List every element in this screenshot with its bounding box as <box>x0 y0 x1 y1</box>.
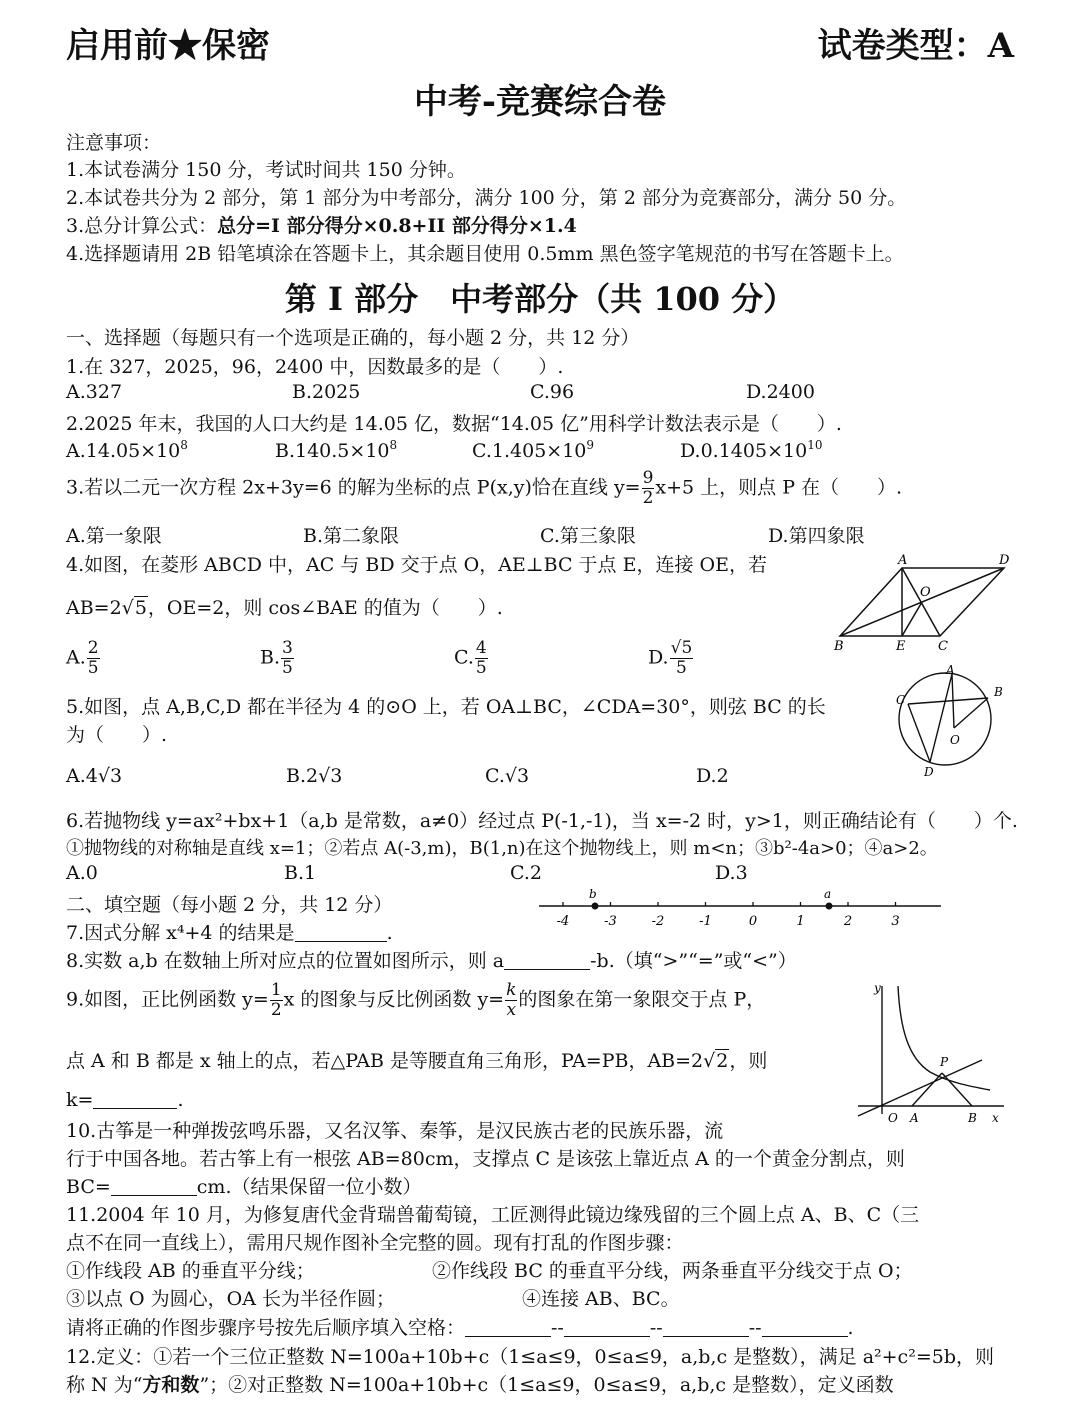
q12-line2-a: 称 N 为“ <box>66 1374 143 1396</box>
label-O: O <box>888 1111 898 1125</box>
q11-blank-4[interactable] <box>762 1318 848 1337</box>
q7-stem <box>66 918 393 945</box>
q11-line5-text: 请将正确的作图步骤序号按先后顺序填入空格： <box>66 1317 466 1339</box>
tick-label: 0 <box>748 914 758 929</box>
label-A: A <box>898 553 908 568</box>
q3-stem-a: 3.若以二元一次方程 2x+3y=6 的解为坐标的点 P(x,y)恰在直线 y= <box>66 476 641 499</box>
point-a <box>826 903 833 910</box>
q6-stem: 6.若抛物线 y=ax²+bx+1（a,b 是常数，a≠0）经过点 P(-1,-1)，当 x=-2 时，y>1，则正确结论有（ ）个. <box>66 810 1018 832</box>
q11-step-1: ①作线段 AB 的垂直平分线； <box>66 1260 315 1282</box>
q4-option-d-num: √5 <box>670 638 693 658</box>
q10-answer-blank[interactable] <box>111 1177 197 1196</box>
q4-stem2-a: AB=2 <box>66 597 122 619</box>
q4-stem-line1: 4.如图，在菱形 ABCD 中，AC 与 BD 交于点 O，AE⊥BC 于点 E，连接 OE，若 <box>66 554 767 576</box>
q4-option-d-label: D. <box>648 646 669 669</box>
q10-line1: 10.古筝是一种弹拨弦鸣乐器，又名汉筝、秦筝，是汉民族古老的民族乐器，流 <box>66 1120 724 1142</box>
q4-option-d <box>648 640 694 677</box>
q4-option-b-den: 5 <box>282 658 293 678</box>
q7-end: . <box>386 922 393 944</box>
notice-item-4: 4.选择题请用 2B 铅笔填涂在答题卡上，其余题目使用 0.5mm 黑色签字笔规范的书写在答题卡上。 <box>66 243 904 265</box>
q9-radicand: 2 <box>716 1050 729 1072</box>
q9-f1-num: 1 <box>270 980 282 1000</box>
q9-stem-line3 <box>66 1089 183 1111</box>
q9-stem-a: 9.如图，正比例函数 y= <box>66 988 269 1011</box>
circle-o <box>899 673 991 765</box>
chord-da <box>930 674 952 762</box>
label-E: E <box>896 639 906 654</box>
q11-blank-1[interactable] <box>465 1318 551 1337</box>
q9-stem-b: x 的图象与反比例函数 y= <box>283 988 505 1011</box>
q4-option-a-label: A. <box>66 646 86 669</box>
q4-option-b <box>260 640 295 677</box>
label-D: D <box>999 553 1010 568</box>
chord-cd <box>908 704 930 762</box>
q11-line2: 点不在同一直线上），需用尺规作图补全完整的圆。现有打乱的作图步骤： <box>66 1232 684 1254</box>
label-P: P <box>940 1055 949 1069</box>
number-line-figure <box>535 884 945 930</box>
q3-stem-b: x+5 上，则点 P 在（ ）. <box>655 476 903 499</box>
q4-option-c-label: C. <box>454 646 474 669</box>
q1-stem: 1.在 327，2025，96，2400 中，因数最多的是（ ）. <box>66 356 564 378</box>
q10-line3-b: cm.（结果保留一位小数） <box>196 1176 422 1198</box>
label-b: b <box>589 887 597 901</box>
q3-frac-num: 9 <box>642 468 654 488</box>
q3-option-b: B.第二象限 <box>303 525 400 547</box>
tick-label: 3 <box>891 914 900 929</box>
q2-option-a <box>66 438 188 462</box>
label-O: O <box>950 733 960 747</box>
notice-heading: 注意事项： <box>66 132 162 154</box>
q3-option-a: A.第一象限 <box>66 525 162 547</box>
q10-line2: 行于中国各地。若古筝上有一根弦 AB=80cm，支撑点 C 是该弦上靠近点 A 的一个黄金分割点，则 <box>66 1148 905 1170</box>
label-C: C <box>896 693 906 707</box>
q3-option-c: C.第三象限 <box>540 525 636 547</box>
q4-radicand: 5 <box>134 597 147 619</box>
q2-option-b-exp: 8 <box>389 438 398 452</box>
label-a: a <box>824 887 832 901</box>
q2-option-d-exp: 10 <box>807 438 823 452</box>
notice-item-2: 2.本试卷共分为 2 部分，第 1 部分为中考部分，满分 100 分，第 2 部分为竞赛部分，满分 50 分。 <box>66 187 907 209</box>
label-D: D <box>924 765 934 779</box>
q9-stem-line1 <box>66 982 765 1019</box>
q9-f1-den: 2 <box>270 1000 282 1020</box>
q11-sep-3: -- <box>748 1317 762 1339</box>
q3-frac-den: 2 <box>642 488 654 508</box>
tick-label: -4 <box>556 914 570 929</box>
q11-line5: 请将正确的作图步骤序号按先后顺序填入空格： -- -- -- . <box>66 1317 854 1339</box>
notice-item-3-text: 3.总分计算公式： <box>66 215 218 237</box>
q5-option-c: C.√3 <box>485 765 530 787</box>
section-fill-heading: 二、填空题（每小题 2 分，共 12 分） <box>66 894 393 916</box>
q9-end: . <box>177 1089 184 1111</box>
tick-label: -3 <box>604 914 617 929</box>
q12-line2-b: ”；②对正整数 N=100a+10b+c（1≤a≤9，0≤a≤9，a,b,c 是整数），定义函数 <box>199 1374 894 1396</box>
q3-fraction <box>642 470 655 507</box>
chord-bc <box>908 698 988 704</box>
radius-ob <box>954 698 988 728</box>
label-C: C <box>938 639 948 654</box>
q2-option-b <box>275 438 397 462</box>
q8-stem <box>66 946 797 973</box>
q5-option-d: D.2 <box>696 765 729 787</box>
q6-option-d: D.3 <box>715 862 748 884</box>
segment-pb <box>942 1073 972 1106</box>
proportional-line <box>858 1060 982 1116</box>
confidential-label: 启用前★保密 <box>66 26 270 66</box>
q3-stem <box>66 470 902 507</box>
q6-conclusions: ①抛物线的对称轴是直线 x=1；②若点 A(-3,m)，B(1,n)在这个抛物线上，则 m<n；③b²-4a>0；④a>2。 <box>66 838 938 859</box>
q11-step-2: ②作线段 BC 的垂直平分线，两条垂直平分线交于点 O； <box>432 1260 913 1282</box>
score-formula: 总分=I 部分得分×0.8+II 部分得分×1.4 <box>217 215 577 237</box>
q6-option-c: C.2 <box>510 862 542 884</box>
q8-answer-blank[interactable] <box>504 951 590 970</box>
q4-option-a-den: 5 <box>87 658 99 678</box>
point-b <box>592 903 599 910</box>
q2-option-c <box>472 438 594 462</box>
q7-stem-text: 7.因式分解 x⁴+4 的结果是 <box>66 922 295 944</box>
part1-title: 第 I 部分 中考部分（共 100 分） <box>284 280 796 318</box>
q2-option-d <box>680 438 822 462</box>
q11-step-4: ④连接 AB、BC。 <box>522 1288 680 1310</box>
q5-option-a: A.4√3 <box>66 765 123 787</box>
q9-answer-blank[interactable] <box>93 1090 177 1109</box>
q10-line3-a: BC= <box>66 1176 111 1198</box>
q2-option-a-exp: 8 <box>180 438 188 452</box>
q9-line2-a: 点 A 和 B 都是 x 轴上的点，若△PAB 是等腰直角三角形，PA=PB，AB=2 <box>66 1050 704 1072</box>
q2-option-d-text: D.0.1405×10 <box>680 440 808 462</box>
label-A: A <box>910 1111 919 1125</box>
q9-stem-line2: 点 A 和 B 都是 x 轴上的点，若△PAB 是等腰直角三角形，PA=PB，AB=2√2，则 <box>66 1050 768 1072</box>
q4-option-a <box>66 640 101 677</box>
notice-item-1: 1.本试卷满分 150 分，考试时间共 150 分钟。 <box>66 159 466 181</box>
q2-option-a-text: A.14.05×10 <box>66 440 181 462</box>
q5-stem-line1: 5.如图，点 A,B,C,D 都在半径为 4 的⊙O 上，若 OA⊥BC，∠CDA=30°，则弦 BC 的长 <box>66 696 826 718</box>
q8-stem-b: -b.（填“>”“=”或“<”） <box>590 950 797 972</box>
q8-stem-a: 8.实数 a,b 在数轴上所对应点的位置如图所示，则 a <box>66 950 505 972</box>
q11-blank-2[interactable] <box>564 1318 650 1337</box>
q3-option-d: D.第四象限 <box>768 525 865 547</box>
notice-item-3 <box>66 211 577 238</box>
q2-option-c-exp: 9 <box>586 438 595 452</box>
q6-option-b: B.1 <box>284 862 317 884</box>
q4-option-c-num: 4 <box>475 638 487 658</box>
q9-f2-den: x <box>506 1000 517 1020</box>
label-B: B <box>994 685 1003 699</box>
q11-sep-1: -- <box>551 1317 564 1339</box>
q9-line2-b: ，则 <box>729 1050 768 1072</box>
q4-option-a-num: 2 <box>87 638 99 658</box>
q12-line2 <box>66 1370 894 1397</box>
tick-label: 1 <box>796 914 805 929</box>
q5-circle-figure <box>890 662 1010 780</box>
q1-option-d: D.2400 <box>746 381 815 403</box>
label-A: A <box>946 663 955 677</box>
label-B: B <box>834 639 844 654</box>
q4-option-c <box>454 640 489 677</box>
q11-step-3: ③以点 O 为圆心，OA 长为半径作圆； <box>66 1288 395 1310</box>
page-title: 中考-竞赛综合卷 <box>413 82 667 122</box>
label-y: y <box>874 981 881 995</box>
q4-option-b-num: 3 <box>282 638 293 658</box>
label-x: x <box>992 1111 999 1125</box>
q4-option-b-label: B. <box>260 646 281 669</box>
q2-option-b-text: B.140.5×10 <box>275 440 390 462</box>
q2-stem: 2.2025 年末，我国的人口大约是 14.05 亿，数据“14.05 亿”用科学计数法表示是（ ）. <box>66 413 842 435</box>
q4-option-d-den: 5 <box>676 658 687 678</box>
q11-blank-3[interactable] <box>663 1318 749 1337</box>
q2-option-c-text: C.1.405×10 <box>472 440 587 462</box>
q1-option-c: C.96 <box>530 381 575 403</box>
paper-type-label: 试卷类型：A <box>817 26 1014 66</box>
q12-line1: 12.定义：①若一个三位正整数 N=100a+10b+c（1≤a≤9，0≤a≤9，a,b,c 是整数），满足 a²+c²=5b，则 <box>66 1346 994 1368</box>
q4-option-c-den: 5 <box>475 658 487 678</box>
q10-line3 <box>66 1172 421 1199</box>
section-choice-heading: 一、选择题（每题只有一个选项是正确的，每小题 2 分，共 12 分） <box>66 327 640 349</box>
tick-label: -2 <box>651 914 665 929</box>
q1-option-b: B.2025 <box>292 381 361 403</box>
q11-sep-2: -- <box>649 1317 663 1339</box>
q9-f2-num: k <box>506 980 517 1000</box>
segment-oe <box>902 602 922 636</box>
q4-rhombus-figure <box>828 550 1018 655</box>
q5-option-b: B.2√3 <box>286 765 343 787</box>
q4-stem-line2: AB=2√5，OE=2，则 cos∠BAE 的值为（ ）. <box>66 597 503 619</box>
q7-answer-blank[interactable] <box>295 923 387 942</box>
q9-stem-c: 的图象在第一象限交于点 P， <box>518 988 766 1011</box>
tick-label: 2 <box>843 914 853 929</box>
q11-line1: 11.2004 年 10 月，为修复唐代金背瑞兽葡萄镜，工匠测得此镜边缘残留的三个圆上点 A、B、C（三 <box>66 1204 920 1226</box>
q1-option-a: A.327 <box>66 381 123 403</box>
q12-term: 方和数 <box>142 1374 200 1396</box>
q6-option-a: A.0 <box>66 862 98 884</box>
q5-stem-line2: 为（ ）. <box>66 724 168 746</box>
label-O: O <box>920 585 931 600</box>
q9-line3-text: k= <box>66 1089 94 1111</box>
tick-label: -1 <box>699 914 712 929</box>
q9-graph-figure <box>852 978 1012 1128</box>
q4-stem2-b: ，OE=2，则 cos∠BAE 的值为（ ）. <box>147 597 503 619</box>
label-B: B <box>968 1111 977 1125</box>
